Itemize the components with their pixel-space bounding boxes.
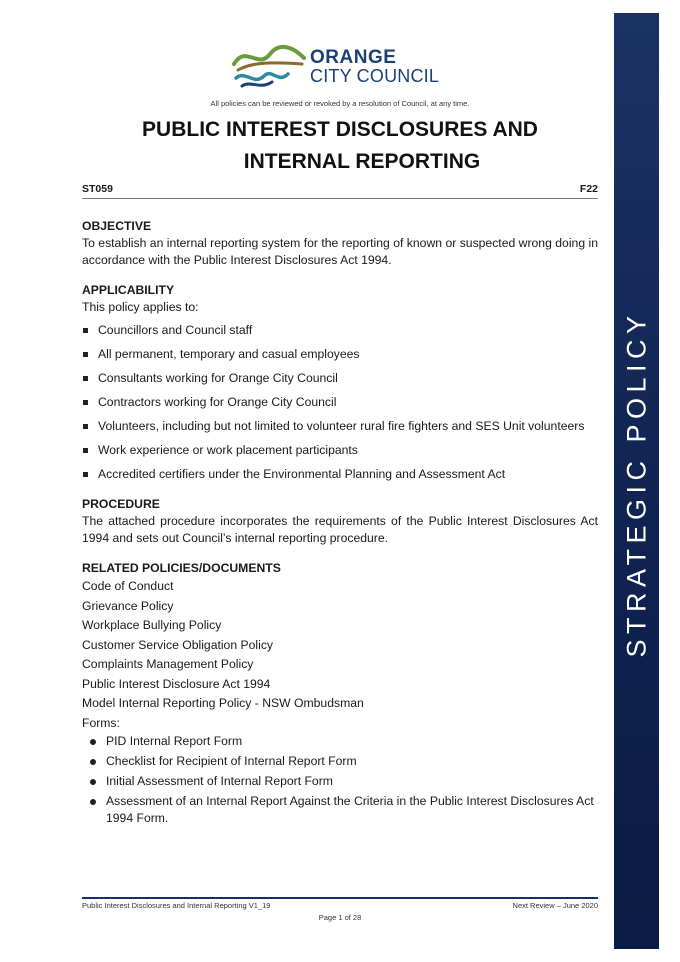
applicability-section [82, 282, 598, 483]
related-item: Workplace Bullying Policy [82, 618, 222, 632]
list-item: Consultants working for Orange City Council [82, 370, 598, 387]
document-title-line-2: INTERNAL REPORTING [243, 150, 481, 173]
related-item: Model Internal Reporting Policy - NSW Ombudsman [82, 696, 364, 710]
section-heading: APPLICABILITY [82, 283, 175, 297]
footer-divider [82, 897, 598, 899]
related-item: Code of Conduct [82, 579, 174, 593]
list-item: Accredited certifiers under the Environmental Planning and Assessment Act [82, 466, 598, 483]
logo-text-city-council: CITY COUNCIL [310, 66, 440, 86]
round-bullet-icon [90, 739, 96, 745]
list-item: Checklist for Recipient of Internal Report Form [90, 753, 598, 770]
list-item: Assessment of an Internal Report Against the Criteria in the Public Interest Disclosures Act 1994 Form. [90, 793, 598, 827]
logo-text-orange: ORANGE [310, 47, 397, 68]
page-number: Page 1 of 28 [318, 913, 362, 922]
list-item: Councillors and Council staff [82, 322, 598, 339]
square-bullet-icon [83, 448, 88, 453]
square-bullet-icon [83, 376, 88, 381]
policy-code: ST059 [82, 183, 113, 195]
applicability-list [82, 322, 598, 483]
footer-document-name: Public Interest Disclosures and Internal Reporting V1_19 [82, 901, 271, 910]
related-item: Complaints Management Policy [82, 657, 254, 671]
list-item: PID Internal Report Form [90, 733, 598, 750]
logo-mark-icon [232, 40, 310, 92]
list-item: Contractors working for Orange City Council [82, 394, 598, 411]
related-documents-section [82, 560, 598, 827]
square-bullet-icon [83, 424, 88, 429]
section-heading: OBJECTIVE [82, 219, 152, 233]
list-item: Work experience or work placement participants [82, 442, 598, 459]
objective-text: To establish an internal reporting system for the reporting of known or suspected wrong doing in accordance with the Public Interest Disclosures Act 1994. [82, 236, 598, 267]
section-heading: RELATED POLICIES/DOCUMENTS [82, 561, 281, 575]
objective-section [82, 218, 598, 269]
round-bullet-icon [90, 759, 96, 765]
related-item: Public Interest Disclosure Act 1994 [82, 676, 271, 691]
page-footer [82, 901, 598, 910]
round-bullet-icon [90, 799, 96, 805]
document-body [82, 218, 598, 840]
square-bullet-icon [83, 352, 88, 357]
list-item: Volunteers, including but not limited to volunteer rural fire fighters and SES Unit volunteers [82, 418, 598, 435]
forms-label: Forms: [82, 715, 120, 730]
square-bullet-icon [83, 400, 88, 405]
related-item: Customer Service Obligation Policy [82, 637, 274, 652]
list-item: Initial Assessment of Internal Report Form [90, 773, 598, 790]
file-code: F22 [579, 183, 598, 195]
applicability-intro: This policy applies to: [82, 300, 199, 314]
procedure-section [82, 496, 598, 547]
document-title-line-1: PUBLIC INTEREST DISCLOSURES AND [142, 118, 538, 141]
forms-list [82, 733, 598, 827]
review-note: All policies can be reviewed or revoked by a resolution of Council, at any time. [210, 99, 470, 108]
sidebar-label: STRATEGIC POLICY [621, 310, 652, 658]
footer-next-review: Next Review – June 2020 [512, 901, 598, 910]
document-codes [82, 183, 598, 199]
square-bullet-icon [83, 472, 88, 477]
procedure-text: The attached procedure incorporates the requirements of the Public Interest Disclosures Act 1994 and sets out Council’s internal reporting procedure. [82, 514, 598, 545]
list-item: All permanent, temporary and casual employees [82, 346, 598, 363]
council-logo [232, 40, 462, 92]
round-bullet-icon [90, 779, 96, 785]
square-bullet-icon [83, 328, 88, 333]
section-heading: PROCEDURE [82, 497, 160, 511]
related-item: Grievance Policy [82, 598, 174, 613]
